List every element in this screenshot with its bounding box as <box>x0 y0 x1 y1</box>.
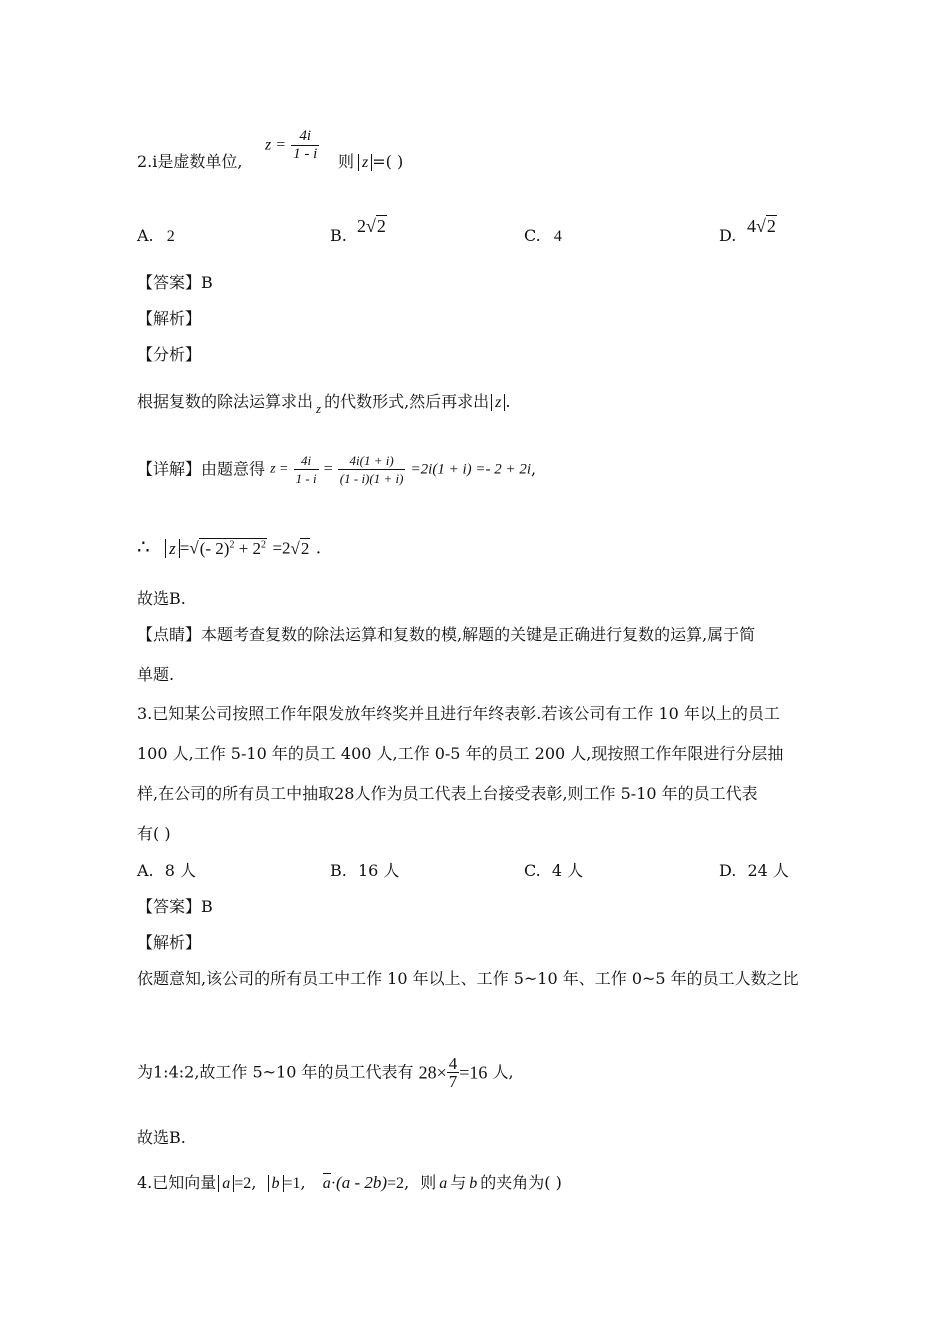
q2-detail-frac-1-num: 4i <box>301 453 312 468</box>
q4-eq1: =1 <box>283 1175 301 1192</box>
q2-mod-result-eq: =2 <box>272 538 291 558</box>
q2-mod-eq: = <box>179 538 190 558</box>
q2-mod-exp1: 2 <box>229 539 235 550</box>
q2-z-label: z = <box>265 136 287 154</box>
q3-option-a-value: 8 人 <box>164 861 197 880</box>
q2-therefore: ∴ <box>137 534 150 559</box>
q2-option-a-label: A. <box>137 226 154 245</box>
q2-conclude: 故选B. <box>137 589 186 608</box>
q4-stem-prefix: 4.已知向量 <box>137 1173 217 1192</box>
q2-option-b-value <box>357 216 387 236</box>
q2-fenxi-end: . <box>505 392 511 411</box>
q4-paren-expr: (a - 2b) <box>336 1173 388 1192</box>
q2-mod-plus: + 2 <box>234 538 262 558</box>
q2-option-b-rad: 2 <box>376 216 386 236</box>
q3-ratio-text: 为1:4:2,故工作 5~10 年的员工代表有 <box>137 1062 414 1082</box>
q2-modulus <box>137 535 321 559</box>
q2-fenxi-heading: 【分析】 <box>137 345 202 364</box>
q2-detail-z: z = <box>270 461 289 477</box>
q2-mod-end: . <box>315 538 322 559</box>
q2-imag-i: i <box>152 152 158 171</box>
q2-option-b-label: B. <box>330 226 347 245</box>
q2-stem <box>137 152 242 172</box>
q2-option-b[interactable] <box>330 226 347 246</box>
q2-mod-radicand <box>199 538 267 558</box>
q2-option-c[interactable] <box>524 226 562 247</box>
q2-comment-1: 【点睛】本题考查复数的除法运算和复数的模,解题的关键是正确进行复数的运算,属于简 <box>137 625 756 644</box>
q3-stem-4: 有( ) <box>137 824 171 843</box>
q2-fenxi-abs: z <box>491 394 505 411</box>
q2-mod-sqrt: √(- $2)^2 + 2^2$ <box>189 538 267 558</box>
q2-detail-frac-1-den: 1 - i <box>295 471 317 486</box>
q2-mod-result-rad: 2 <box>300 538 310 558</box>
q2-then-text: 则 <box>338 152 355 171</box>
q2-detail-eq: = <box>323 460 333 478</box>
q2-detail-comma: , <box>531 459 537 479</box>
q4-b: b <box>469 1175 478 1192</box>
q4-comma2: , <box>300 1173 306 1192</box>
q2-option-d-label: D. <box>719 226 737 245</box>
q3-calc-fraction <box>447 1055 460 1090</box>
q2-z-fraction <box>291 128 319 163</box>
q2-option-a[interactable] <box>137 226 175 247</box>
q2-mod-exp2: 2 <box>261 539 267 550</box>
q3-analysis-heading: 【解析】 <box>137 933 202 952</box>
q3-stem-2: 100 人,工作 5-10 年的员工 400 人,工作 0-5 年的员工 200 人,现按照工作年限进行分层抽 <box>137 744 784 763</box>
q2-comment-2: 单题. <box>137 665 175 684</box>
q2-option-c-value: 4 <box>553 228 562 245</box>
q3-calc-unit: 人, <box>492 1062 514 1082</box>
q2-mod-rad-text: (- 2) <box>199 538 230 558</box>
q2-number: 2. <box>137 152 153 171</box>
q3-option-b-label: B. <box>330 861 347 880</box>
q4-angle-text: 的夹角为( ) <box>480 1173 562 1192</box>
q2-option-b-coef: 2 <box>357 216 366 236</box>
q2-detail-frac-2 <box>338 452 406 487</box>
q3-calc-den: 7 <box>448 1072 458 1091</box>
q3-option-d-value: 24 人 <box>747 861 789 880</box>
q4-dot-a: a <box>322 1175 331 1192</box>
q4-with: 与 <box>450 1173 467 1192</box>
q2-z-formula <box>265 128 319 163</box>
q3-option-c[interactable] <box>524 861 583 881</box>
q3-calc-num: 4 <box>448 1054 458 1073</box>
q4-a-abs: a <box>218 1175 234 1192</box>
q2-detail-rest: =2i(1 + i) =- 2 + 2i <box>410 461 532 478</box>
q2-mod-result-sqrt: √2 <box>290 538 310 558</box>
q4-comma1: , <box>251 1173 257 1192</box>
q2-mod-abs: z <box>165 539 180 558</box>
q2-eq-paren: =( ) <box>372 152 404 171</box>
q2-detail-frac-2-den: (1 - i)(1 + i) <box>339 471 404 486</box>
q4-eq2: =2 <box>234 1175 252 1192</box>
q2-detail-frac-2-num: 4i(1 + i) <box>349 453 394 468</box>
q3-calc-times: × <box>436 1062 447 1083</box>
q2-option-d-sqrt: √2 <box>756 216 776 236</box>
q2-fenxi-text-2: 的代数形式,然后再求出 <box>324 392 490 411</box>
q4-dot-sym: · <box>330 1175 337 1192</box>
q3-option-c-label: C. <box>524 861 541 880</box>
q2-option-d-coef: 4 <box>747 216 756 236</box>
q3-option-a-label: A. <box>137 861 154 880</box>
q3-calc-28: 28 <box>418 1062 437 1083</box>
q3-option-b-value: 16 人 <box>357 861 400 880</box>
q2-detail <box>137 452 536 487</box>
q2-answer: 【答案】B <box>137 273 213 292</box>
q2-analysis-heading: 【解析】 <box>137 309 202 328</box>
q2-detail-head: 【详解】由题意得 <box>137 459 266 479</box>
q2-stem-text: 是虚数单位, <box>157 152 243 171</box>
q3-analysis-1: 依题意知,该公司的所有员工中工作 10 年以上、工作 5~10 年、工作 0~5 年的员工人数之比 <box>137 969 799 988</box>
q3-stem-3: 样,在公司的所有员工中抽取28人作为员工代表上台接受表彰,则工作 5-10 年的员工代表 <box>137 784 758 803</box>
q2-then <box>338 152 403 173</box>
q2-detail-frac-1 <box>294 452 319 487</box>
q4-eq3: =2 <box>387 1175 405 1192</box>
q3-option-c-value: 4 人 <box>551 861 584 880</box>
q3-option-b[interactable] <box>330 861 399 881</box>
q4-a: a <box>439 1175 448 1192</box>
q2-option-d[interactable] <box>719 226 736 246</box>
q3-ratio-line <box>137 1055 514 1090</box>
q3-conclude: 故选B. <box>137 1128 186 1147</box>
q4-stem <box>137 1173 562 1194</box>
q2-fenxi-text <box>137 392 511 416</box>
q2-option-b-sqrt: √2 <box>366 216 386 236</box>
q4-then: 则 <box>420 1173 437 1192</box>
q2-option-a-value: 2 <box>166 228 175 245</box>
q4-b-abs: b <box>268 1175 284 1192</box>
q2-z-den: 1 - i <box>293 146 318 162</box>
q3-answer: 【答案】B <box>137 897 213 916</box>
q3-option-a[interactable] <box>137 861 196 881</box>
q3-calc-result: =16 <box>459 1062 488 1083</box>
q3-stem-1: 3.已知某公司按照工作年限发放年终奖并且进行年终表彰.若该公司有工作 10 年以上的员工 <box>137 704 780 723</box>
q2-option-d-rad: 2 <box>766 216 776 236</box>
q3-option-d[interactable] <box>719 861 789 881</box>
q3-option-d-label: D. <box>719 861 737 880</box>
q2-option-d-value <box>747 216 777 236</box>
q2-fenxi-text-1: 根据复数的除法运算求出 <box>137 392 314 411</box>
q2-option-c-label: C. <box>524 226 541 245</box>
q2-fenxi-z: z <box>316 401 322 416</box>
q2-abs-z: z <box>358 154 372 171</box>
q2-z-num: 4i <box>299 128 312 144</box>
q4-comma3: , <box>404 1173 410 1192</box>
